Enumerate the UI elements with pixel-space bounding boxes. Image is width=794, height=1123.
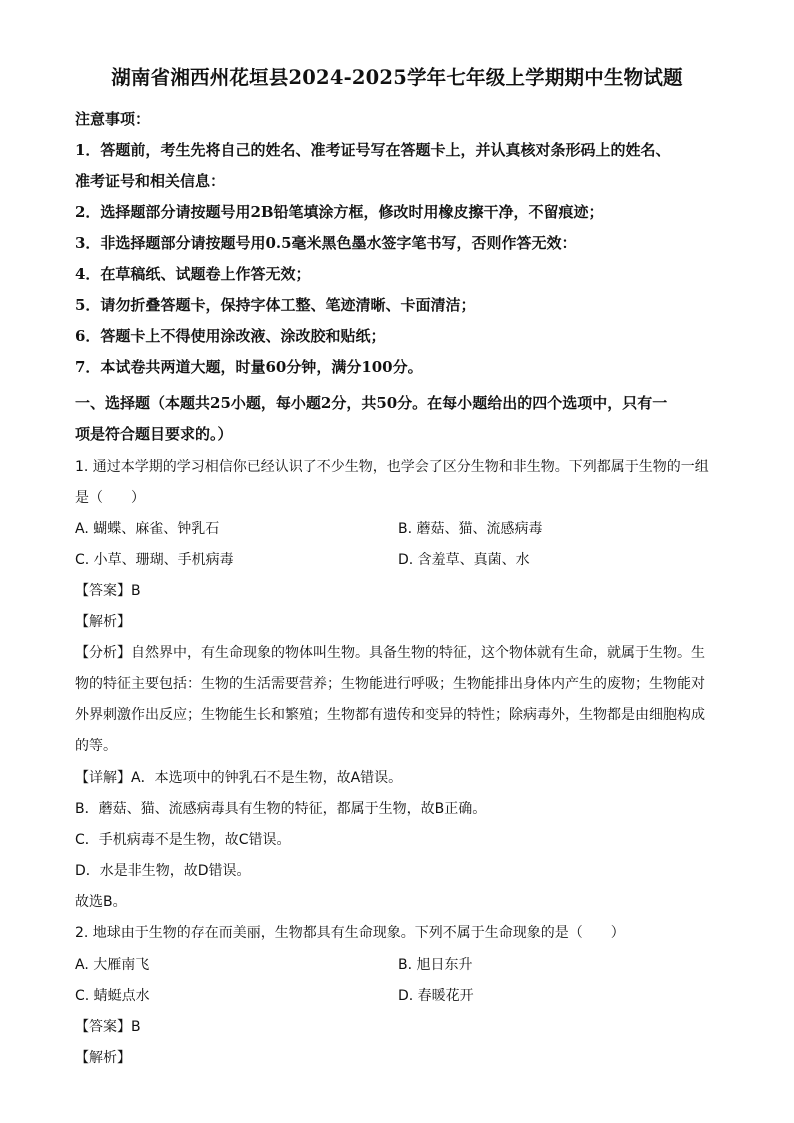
q1-option-b: B. 蘑菇、猫、流感病毒 bbox=[398, 521, 543, 537]
notice-item-1: 1．答题前，考生先将自己的姓名、准考证号写在答题卡上，并认真核对条形码上的姓名、 bbox=[75, 141, 671, 159]
q1-detail-a: 【详解】A．本选项中的钟乳石不是生物，故A错误。 bbox=[75, 770, 403, 786]
notice-item-6: 6．答题卡上不得使用涂改液、涂改胶和贴纸； bbox=[75, 327, 386, 345]
notice-heading: 注意事项： bbox=[75, 110, 151, 128]
q1-option-d: D. 含羞草、真菌、水 bbox=[398, 552, 530, 568]
q1-analysis-para-4: 的等。 bbox=[75, 738, 117, 754]
q2-option-d: D. 春暖花开 bbox=[398, 988, 474, 1004]
q1-detail-c: C．手机病毒不是生物，故C错误。 bbox=[75, 832, 291, 848]
q2-analysis-label: 【解析】 bbox=[75, 1050, 131, 1066]
q1-option-c: C. 小草、珊瑚、手机病毒 bbox=[75, 552, 234, 568]
section-heading-cont: 项是符合题目要求的。） bbox=[75, 425, 233, 443]
notice-item-2: 2．选择题部分请按题号用2B铅笔填涂方框，修改时用橡皮擦干净，不留痕迹； bbox=[75, 203, 604, 221]
q1-analysis-para-3: 外界刺激作出反应；生物能生长和繁殖；生物都有遗传和变异的特性；除病毒外，生物都是由细胞构成 bbox=[75, 707, 705, 723]
notice-item-7: 7．本试卷共两道大题，时量60分钟，满分100分。 bbox=[75, 358, 423, 376]
notice-item-1-cont: 准考证号和相关信息： bbox=[75, 172, 226, 190]
q1-detail-d: D．水是非生物，故D错误。 bbox=[75, 863, 251, 879]
q2-option-c: C. 蜻蜓点水 bbox=[75, 988, 150, 1004]
q2-stem: 2. 地球由于生物的存在而美丽，生物都具有生命现象。下列不属于生命现象的是（ ） bbox=[75, 925, 625, 941]
section-heading: 一、选择题（本题共25小题，每小题2分，共50分。在每小题给出的四个选项中，只有一 bbox=[75, 394, 668, 412]
q2-option-b: B. 旭日东升 bbox=[398, 957, 473, 973]
q1-detail-b: B．蘑菇、猫、流感病毒具有生物的特征，都属于生物，故B正确。 bbox=[75, 801, 487, 817]
q1-option-a: A. 蝴蝶、麻雀、钟乳石 bbox=[75, 521, 220, 537]
q1-stem-cont: 是（ ） bbox=[75, 490, 145, 506]
notice-item-3: 3．非选择题部分请按题号用0.5毫米黑色墨水签字笔书写，否则作答无效： bbox=[75, 234, 577, 252]
q1-conclusion: 故选B。 bbox=[75, 894, 127, 910]
exam-title: 湖南省湘西州花垣县2024-2025学年七年级上学期期中生物试题 bbox=[111, 66, 683, 89]
q2-option-a: A. 大雁南飞 bbox=[75, 957, 150, 973]
q1-analysis-para-2: 物的特征主要包括：生物的生活需要营养；生物能进行呼吸；生物能排出身体内产生的废物；生物能对 bbox=[75, 676, 705, 692]
notice-item-4: 4．在草稿纸、试题卷上作答无效； bbox=[75, 265, 311, 283]
q1-answer: 【答案】B bbox=[75, 583, 141, 599]
q1-analysis-label: 【解析】 bbox=[75, 614, 131, 630]
q2-answer: 【答案】B bbox=[75, 1019, 141, 1035]
q1-analysis-para: 【分析】自然界中，有生命现象的物体叫生物。具备生物的特征，这个物体就有生命，就属于生物。生 bbox=[75, 645, 705, 661]
notice-item-5: 5．请勿折叠答题卡，保持字体工整、笔迹清晰、卡面清洁； bbox=[75, 296, 476, 314]
q1-stem: 1. 通过本学期的学习相信你已经认识了不少生物，也学会了区分生物和非生物。下列都属于生物的一组 bbox=[75, 459, 709, 475]
